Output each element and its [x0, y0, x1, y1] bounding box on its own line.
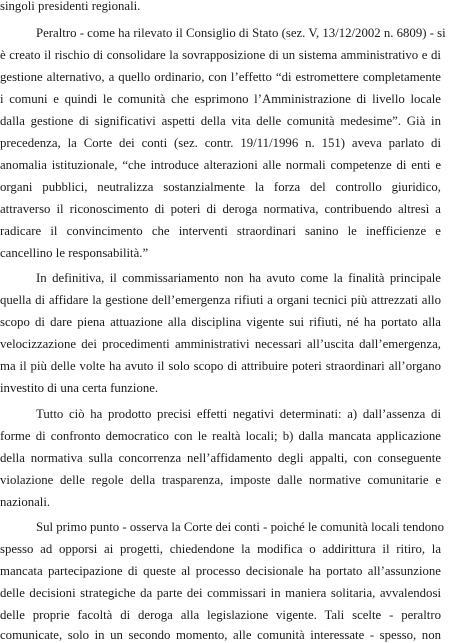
text-line: delle proprie facoltà di deroga alla legislazione vigente. Tali scelte - peraltro [0, 608, 441, 622]
text-line: violazione delle regole della trasparenza, imposte dalle normative comunitarie e [0, 473, 441, 487]
text-line: Peraltro - come ha rilevato il Consiglio di Stato (sez. V, 13/12/2002 n. 6809) - si [36, 26, 446, 40]
text-line: delle decisioni strategiche da parte dei commissari in maniera solitaria, avvalendosi [0, 586, 441, 600]
text-line: comunicate, solo in un secondo momento, alle comunità interessate - spesso, non [0, 628, 441, 642]
text-line: velocizzazione dei procedimenti amministrativi necessari all’uscita dall’emergenza, [0, 337, 441, 351]
text-line: è creato il rischio di consolidare la sovrapposizione di un sistema amministrativo e di [0, 48, 441, 62]
text-line: cancellino le responsabilità.” [0, 246, 149, 260]
text-line: Sul primo punto - osserva la Corte dei conti - poiché le comunità locali tendono [36, 520, 444, 534]
text-line: i comuni e quindi le comunità che esprimono l’Amministrazione di livello locale [0, 92, 441, 106]
text-line: spesso ad opporsi ai progetti, chiedendone la modifica o addirittura il ritiro, la [0, 542, 441, 556]
text-line: dalla gestione di significativi aspetti della vita delle comunità medesime”. Già in [0, 114, 441, 128]
text-line: organi pubblici, neutralizza sostanzialmente la forza del controllo giuridico, [0, 180, 441, 194]
text-line: quella di affidare la gestione dell’emergenza rifiuti a organi tecnici più attrezzati allo [0, 293, 441, 307]
text-line: ma il più delle volte ha avuto il solo scopo di attribuire poteri straordinari all’organo [0, 359, 441, 373]
text-line: mancata partecipazione di queste al processo decisionale ha portato all’assunzione [0, 564, 441, 578]
text-line: gestione alternativo, a quello ordinario, con l’effetto “di estromettere completamente [0, 70, 441, 84]
text-line: anomalia istituzionale, “che introduce alterazioni alle normali competenze di enti e [0, 158, 441, 172]
text-line: In definitiva, il commissariamento non ha avuto come la finalità principale [36, 271, 441, 285]
text-line: investito di una certa funzione. [0, 381, 159, 395]
text-line: precedenza, la Corte dei conti (sez. contr. 19/11/1996 n. 151) aveva parlato di [0, 136, 441, 150]
text-line: attraverso il riconoscimento di poteri di deroga normativa, contribuendo altresì a [0, 202, 441, 216]
text-line: radicare il convincimento che interventi straordinari sanino le inefficienze e [0, 224, 441, 238]
text-line: Tutto ciò ha prodotto precisi effetti negativi determinati: a) dall’assenza di [36, 407, 441, 421]
text-line: nazionali. [0, 495, 51, 509]
text-line: singoli presidenti regionali. [0, 0, 141, 13]
text-line: scopo di dare piena attuazione alla disciplina vigente sui rifiuti, né ha portato alla [0, 315, 441, 329]
text-line: della normativa sulla concorrenza nell’affidamento degli appalti, con conseguente [0, 451, 441, 465]
text-line: forme di confronto democratico con le realtà locali; b) dalla mancata applicazione [0, 429, 441, 443]
